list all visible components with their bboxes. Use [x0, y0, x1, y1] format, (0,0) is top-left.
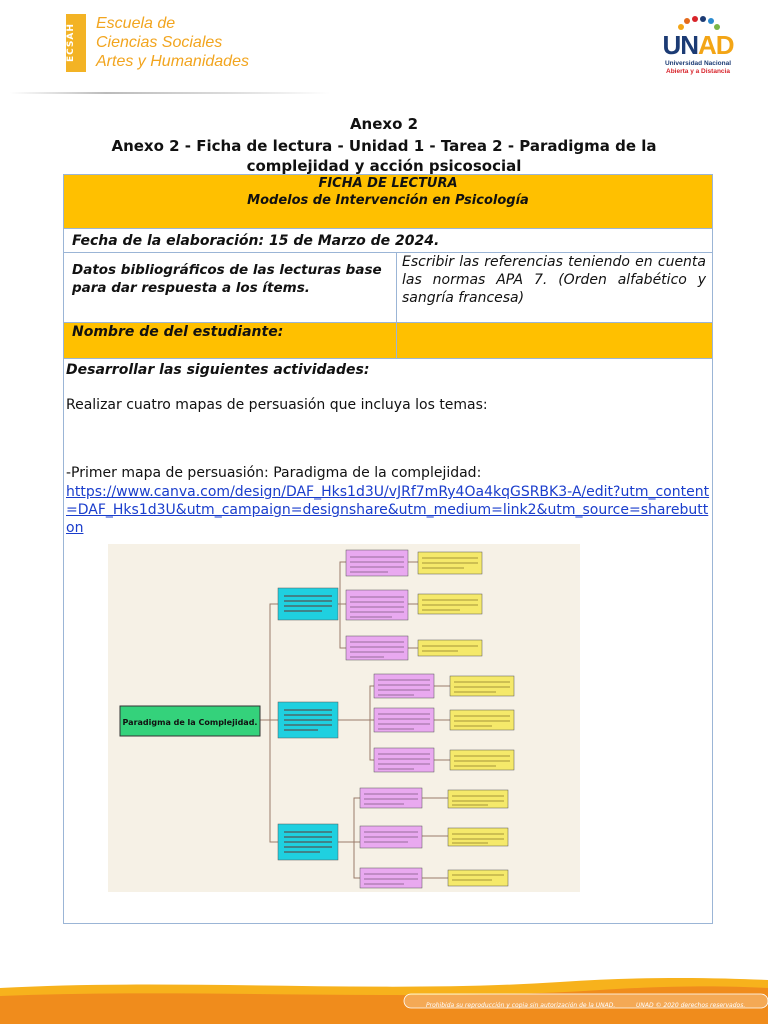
- mind-map-graphic: [108, 544, 580, 892]
- mind-map-example-6: [450, 750, 514, 770]
- unad-logo: [656, 16, 740, 80]
- bibliography-field[interactable]: Escribir las referencias teniendo en cuenta las normas APA 7. (Orden alfabético y sangría francesa): [396, 253, 712, 322]
- school-line-3: Artes y Humanidades: [96, 53, 249, 70]
- mind-map-example-9: [448, 870, 508, 886]
- ecsah-logo: [66, 14, 266, 74]
- header-divider: [10, 92, 330, 94]
- annex-title: Anexo 2: [349, 115, 419, 133]
- mind-map-root-label: Paradigma de la Complejidad.: [122, 718, 258, 727]
- unad-wordmark: UNAD: [662, 30, 734, 60]
- unad-subtitle: Universidad Nacional Abierta y a Distancia: [664, 60, 732, 75]
- footer-wave: [0, 968, 768, 1024]
- course-name: Modelos de Intervención en Psicología: [247, 193, 529, 208]
- activities-title: Desarrollar las siguientes actividades:: [66, 362, 370, 378]
- student-row: [64, 323, 712, 359]
- mind-map-concept-7: [360, 788, 422, 808]
- school-line-1: Escuela de: [96, 15, 176, 32]
- mind-map-example-4: [450, 676, 514, 696]
- mind-map-concept-6: [374, 748, 434, 772]
- canva-link[interactable]: https://www.canva.com/design/DAF_Hks1d3U/vJRf7mRy4Oa4kqGSRBK3-A/edit?utm_content=DAF_Hks1d3U&utm_campaign=designshare&utm_medium=link2&utm_source=sharebutton: [66, 484, 710, 536]
- mind-map-concept-2: [346, 590, 408, 620]
- sheet-title: FICHA DE LECTURA: [318, 176, 458, 191]
- mind-map-concept-3: [346, 636, 408, 660]
- mind-map-example-2: [418, 594, 482, 614]
- bibliography-row: [64, 253, 712, 323]
- mind-map-example-3: [418, 640, 482, 656]
- mind-map-concept-5: [374, 708, 434, 732]
- date-row: Fecha de la elaboración: 15 de Marzo de 2024.: [64, 229, 712, 253]
- annex-subtitle: Anexo 2 - Ficha de lectura - Unidad 1 - Tarea 2 - Paradigma de la complejidad y acción psicosocial: [111, 137, 657, 175]
- complexity-mind-map-image: [108, 544, 580, 892]
- activities-instructions: Realizar cuatro mapas de persuasión que incluya los temas:: [66, 397, 488, 413]
- school-line-2: Ciencias Sociales: [96, 34, 223, 51]
- column-divider: [396, 323, 397, 358]
- ecsah-tag: ECSAH: [66, 14, 86, 72]
- mind-map-example-5: [450, 710, 514, 730]
- student-label: Nombre de del estudiante:: [72, 324, 284, 340]
- sheet-header: [64, 175, 712, 229]
- footer-notice: Prohibida su reproducción y copia sin autorización de la UNAD.: [426, 1002, 616, 1009]
- mind-map-concept-4: [374, 674, 434, 698]
- map1-label: -Primer mapa de persuasión: Paradigma de la complejidad:: [66, 465, 482, 481]
- bibliography-label: Datos bibliográficos de las lecturas base para dar respuesta a los ítems.: [72, 262, 382, 296]
- school-name: [96, 14, 249, 71]
- mind-map-concept-9: [360, 868, 422, 888]
- footer-rights: UNAD © 2020 derechos reservados.: [636, 1002, 746, 1009]
- mind-map-branch-1: [278, 588, 338, 620]
